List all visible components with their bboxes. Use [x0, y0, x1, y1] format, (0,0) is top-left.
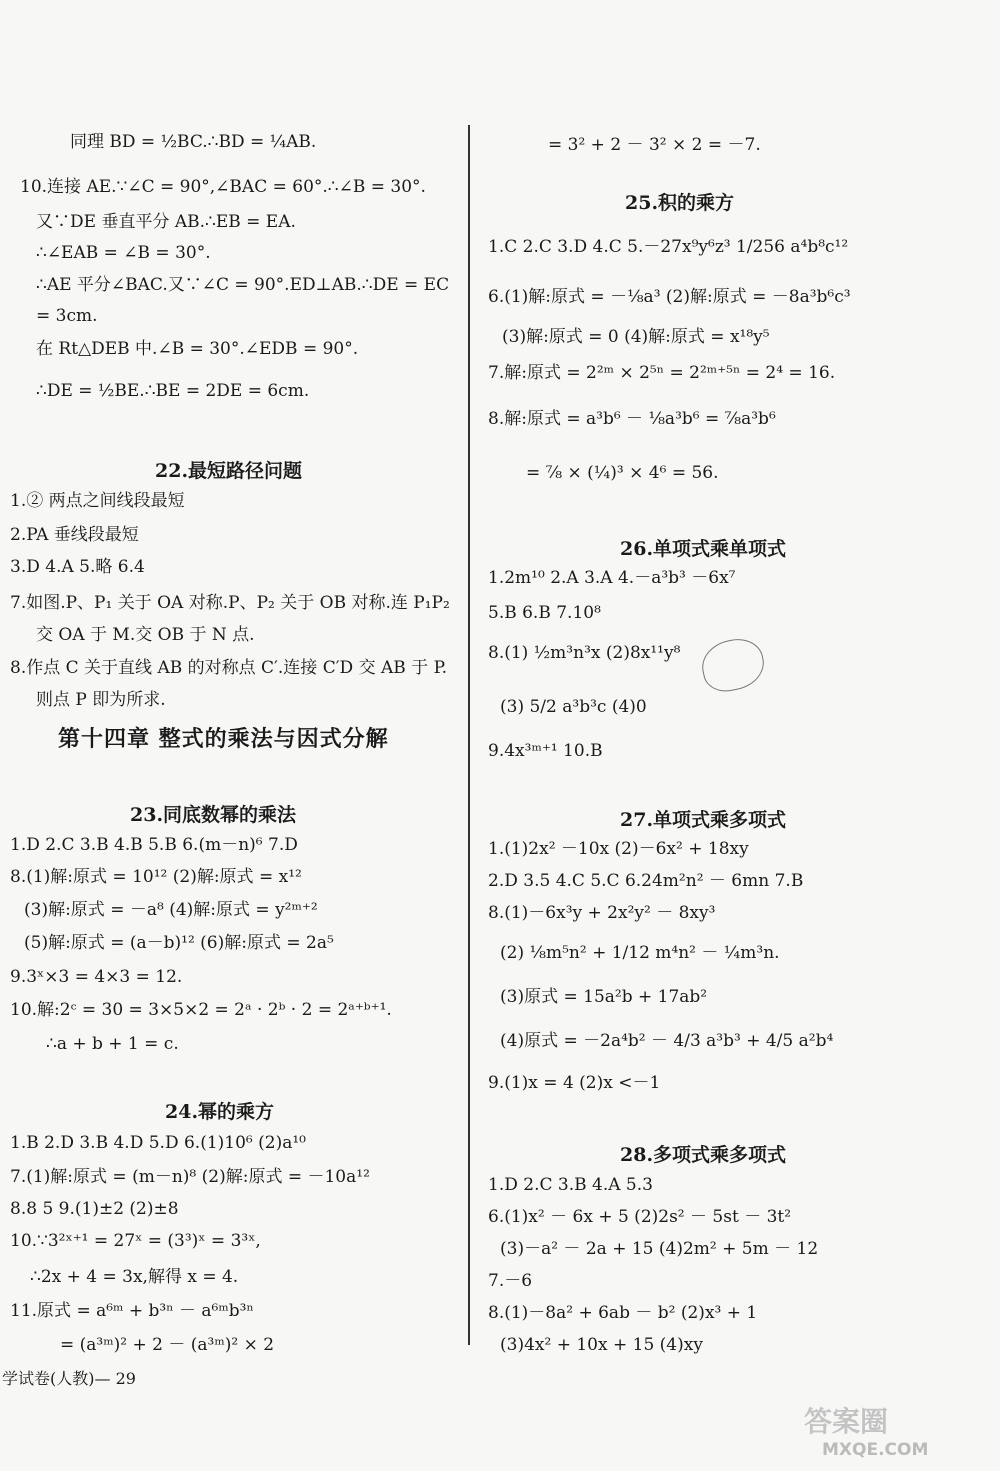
- answer-line: 9.(1)x = 4 (2)x <－1: [488, 1073, 661, 1093]
- section-heading-22: 22.最短路径问题: [155, 460, 303, 482]
- answer-line: 1.D 2.C 3.B 4.A 5.3: [488, 1175, 653, 1195]
- section-heading-27: 27.单项式乘多项式: [620, 809, 787, 831]
- answer-line: 8.(1)－6x³y + 2x²y² － 8xy³: [488, 903, 716, 923]
- answer-line: = 3cm.: [36, 306, 98, 326]
- answer-line: 9.3ˣ×3 = 4×3 = 12.: [10, 967, 183, 987]
- answer-line: 1.(1)2x² －10x (2)－6x² + 18xy: [488, 839, 749, 859]
- section-heading-24: 24.幂的乘方: [165, 1101, 275, 1123]
- answer-line: 8.(1)解:原式 = 10¹² (2)解:原式 = x¹²: [10, 867, 302, 887]
- answer-line: (3) 5/2 a³b³c (4)0: [500, 697, 647, 717]
- answer-line: ∴DE = ½BE.∴BE = 2DE = 6cm.: [36, 381, 310, 401]
- answer-line: 8.解:原式 = a³b⁶ － ⅛a³b⁶ = ⅞a³b⁶: [488, 409, 776, 429]
- answer-line: = 3² + 2 － 3² × 2 = －7.: [548, 135, 761, 155]
- answer-line: 8.(1) ½m³n³x (2)8x¹¹y⁸: [488, 643, 681, 663]
- watermark-url: MXQE.COM: [822, 1440, 929, 1460]
- section-heading-26: 26.单项式乘单项式: [620, 538, 787, 560]
- answer-line: 则点 P 即为所求.: [36, 690, 166, 710]
- section-heading-25: 25.积的乘方: [625, 192, 735, 214]
- answer-line: (3)解:原式 = 0 (4)解:原式 = x¹⁸y⁵: [502, 327, 770, 347]
- answer-line: 又∵DE 垂直平分 AB.∴EB = EA.: [36, 212, 296, 232]
- answer-line: ∴a + b + 1 = c.: [46, 1034, 179, 1054]
- answer-line: (3)原式 = 15a²b + 17ab²: [500, 987, 708, 1007]
- answer-line: 1.2m¹⁰ 2.A 3.A 4.－a³b³ －6x⁷: [488, 568, 736, 588]
- answer-line: 7.(1)解:原式 = (m－n)⁸ (2)解:原式 = －10a¹²: [10, 1167, 370, 1187]
- column-divider: [468, 125, 470, 1345]
- answer-line: ∴AE 平分∠BAC.又∵∠C = 90°.ED⊥AB.∴DE = EC: [36, 275, 450, 295]
- answer-line: (5)解:原式 = (a－b)¹² (6)解:原式 = 2a⁵: [24, 933, 334, 953]
- answer-line: 1.D 2.C 3.B 4.B 5.B 6.(m－n)⁶ 7.D: [10, 835, 298, 855]
- answer-line: (4)原式 = －2a⁴b² － 4/3 a³b³ + 4/5 a²b⁴: [500, 1031, 834, 1051]
- answer-line: ∴2x + 4 = 3x,解得 x = 4.: [30, 1267, 239, 1287]
- answer-line: 6.(1)x² － 6x + 5 (2)2s² － 5st － 3t²: [488, 1207, 792, 1227]
- answer-line: (3)解:原式 = －a⁸ (4)解:原式 = y²ᵐ⁺²: [24, 900, 318, 920]
- answer-line: 3.D 4.A 5.略 6.4: [10, 557, 145, 577]
- answer-line: 10.连接 AE.∵∠C = 90°,∠BAC = 60°.∴∠B = 30°.: [20, 177, 426, 197]
- answer-line: (3)－a² － 2a + 15 (4)2m² + 5m － 12: [500, 1239, 819, 1259]
- answer-line: ∴∠EAB = ∠B = 30°.: [36, 243, 211, 263]
- ink-stamp-mark: [697, 634, 768, 696]
- answer-line: 10.解:2ᶜ = 30 = 3×5×2 = 2ᵃ · 2ᵇ · 2 = 2ᵃ⁺ᵇ⁺¹.: [10, 1000, 392, 1020]
- answer-line: = ⅞ × (¼)³ × 4⁶ = 56.: [526, 463, 719, 483]
- answer-line: 同理 BD = ½BC.∴BD = ¼AB.: [70, 132, 317, 152]
- answer-line: 10.∵3²ˣ⁺¹ = 27ˣ = (3³)ˣ = 3³ˣ,: [10, 1231, 261, 1251]
- answer-line: 7.－6: [488, 1271, 533, 1291]
- watermark-logo: 答案圈: [804, 1405, 889, 1438]
- answer-line: 1.② 两点之间线段最短: [10, 491, 185, 511]
- answer-line: (3)4x² + 10x + 15 (4)xy: [500, 1335, 703, 1355]
- answer-line: 6.(1)解:原式 = －⅛a³ (2)解:原式 = －8a³b⁶c³: [488, 287, 851, 307]
- answer-line: 11.原式 = a⁶ᵐ + b³ⁿ － a⁶ᵐb³ⁿ: [10, 1301, 254, 1321]
- answer-line: 8.8 5 9.(1)±2 (2)±8: [10, 1199, 179, 1219]
- answer-line: 9.4x³ᵐ⁺¹ 10.B: [488, 741, 603, 761]
- answer-line: 7.解:原式 = 2²ᵐ × 2⁵ⁿ = 2²ᵐ⁺⁵ⁿ = 2⁴ = 16.: [488, 363, 836, 383]
- section-heading-23: 23.同底数幂的乘法: [130, 804, 297, 826]
- answer-line: 交 OA 于 M.交 OB 于 N 点.: [36, 625, 255, 645]
- chapter-title: 第十四章 整式的乘法与因式分解: [58, 726, 389, 752]
- answer-line: = (a³ᵐ)² + 2 － (a³ᵐ)² × 2: [60, 1335, 275, 1355]
- answer-line: 1.C 2.C 3.D 4.C 5.－27x⁹y⁶z³ 1/256 a⁴b⁸c¹²: [488, 237, 849, 257]
- answer-line: 2.PA 垂线段最短: [10, 525, 139, 545]
- answer-line: 1.B 2.D 3.B 4.D 5.D 6.(1)10⁶ (2)a¹⁰: [10, 1133, 306, 1153]
- answer-line: 2.D 3.5 4.C 5.C 6.24m²n² － 6mn 7.B: [488, 871, 804, 891]
- answer-line: (2) ⅛m⁵n² + 1/12 m⁴n² － ¼m³n.: [500, 943, 780, 963]
- answer-line: 8.(1)－8a² + 6ab － b² (2)x³ + 1: [488, 1303, 758, 1323]
- answer-line: 7.如图.P、P₁ 关于 OA 对称.P、P₂ 关于 OB 对称.连 P₁P₂: [10, 593, 450, 613]
- answer-line: 在 Rt△DEB 中.∠B = 30°.∠EDB = 90°.: [36, 339, 359, 359]
- page-footer: 学试卷(人教)— 29: [2, 1369, 136, 1388]
- section-heading-28: 28.多项式乘多项式: [620, 1144, 787, 1166]
- answer-line: 5.B 6.B 7.10⁸: [488, 603, 601, 623]
- answer-line: 8.作点 C 关于直线 AB 的对称点 C′.连接 C′D 交 AB 于 P.: [10, 658, 447, 678]
